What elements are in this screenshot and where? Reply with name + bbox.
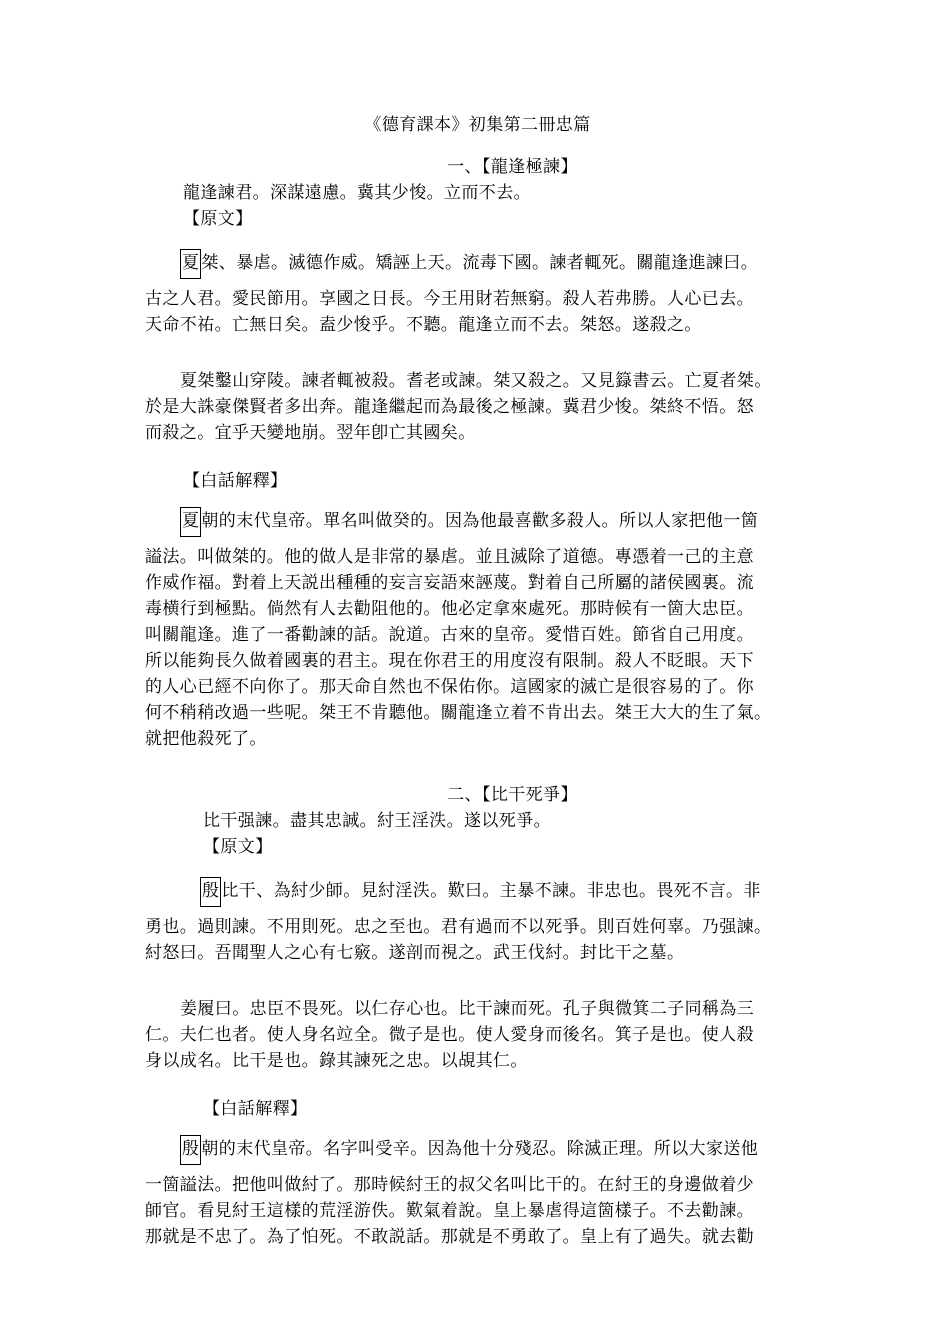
vernacular-line: 作威作福。對着上天説出種種的妄言妄語來誣蔑。對着自己所屬的諸侯國裏。流 xyxy=(145,573,754,593)
section-summary: 比干强諫。盡其忠誠。紂王淫泆。遂以死爭。 xyxy=(203,811,551,831)
original-first-line xyxy=(145,246,810,280)
original-line: 勇也。過則諫。不用則死。忠之至也。君有過而不以死爭。則百姓何辜。乃强諫。 xyxy=(145,917,772,937)
section-heading: 一、【龍逢極諫】 xyxy=(447,157,578,177)
document-page xyxy=(145,112,810,1250)
vernacular-line: 就把他殺死了。 xyxy=(145,729,267,749)
boxed-character: 夏 xyxy=(180,507,201,537)
vernacular-first-line xyxy=(145,1132,810,1166)
original-first-line xyxy=(145,874,810,908)
section-summary: 龍逢諫君。深謀遠慮。冀其少悛。立而不去。 xyxy=(183,183,531,203)
commentary-line: 姜履曰。忠臣不畏死。以仁存心也。比干諫而死。孔子與微箕二子同稱為三 xyxy=(180,999,755,1019)
vernacular-line: 朝的末代皇帝。名字叫受辛。因為他十分殘忍。除滅正理。所以大家送他 xyxy=(201,1139,759,1159)
original-line: 天命不祐。亡無日矣。盍少悛乎。不聽。龍逢立而不去。桀怒。遂殺之。 xyxy=(145,315,702,335)
vernacular-line: 謚法。叫做桀的。他的做人是非常的暴虐。並且滅除了道德。專憑着一己的主意 xyxy=(145,547,754,567)
vernacular-first-line xyxy=(145,504,810,538)
original-line: 紂怒曰。吾聞聖人之心有七竅。遂剖而視之。武王伐紂。封比干之墓。 xyxy=(145,943,685,963)
boxed-character: 殷 xyxy=(200,877,221,907)
vernacular-line: 一箇謚法。把他叫做紂了。那時候紂王的叔父名叫比干的。在紂王的身邊做着少 xyxy=(145,1175,754,1195)
vernacular-label: 【白話解釋】 xyxy=(203,1099,308,1119)
original-label: 【原文】 xyxy=(183,209,253,229)
original-line: 古之人君。愛民節用。享國之日長。今王用財若無窮。殺人若弗勝。人心已去。 xyxy=(145,289,754,309)
boxed-character: 殷 xyxy=(180,1135,201,1165)
vernacular-line: 叫關龍逢。進了一番勸諫的話。說道。古來的皇帝。愛惜百姓。節省自己用度。 xyxy=(145,625,754,645)
section-1 xyxy=(145,154,810,752)
commentary-line: 仁。夫仁也者。使人身名竝全。微子是也。使人愛身而後名。箕子是也。使人殺 xyxy=(145,1025,754,1045)
commentary-line: 身以成名。比干是也。錄其諫死之忠。以覘其仁。 xyxy=(145,1051,528,1071)
vernacular-line: 何不稍稍改過一些呢。桀王不肯聽他。關龍逢立着不肯出去。桀王大大的生了氣。 xyxy=(145,703,772,723)
original-line: 桀、暴虐。滅德作威。矯誣上天。流毒下國。諫者輒死。關龍逢進諫曰。 xyxy=(201,253,759,273)
vernacular-line: 朝的末代皇帝。單名叫做癸的。因為他最喜歡多殺人。所以人家把他一箇 xyxy=(201,511,759,531)
section-heading: 二、【比干死爭】 xyxy=(447,785,578,805)
section-2 xyxy=(145,782,810,1250)
document-title: 《德育課本》初集第二冊忠篇 xyxy=(364,115,591,135)
vernacular-line: 那就是不忠了。為了怕死。不敢説話。那就是不勇敢了。皇上有了過失。就去勸 xyxy=(145,1227,754,1247)
vernacular-line: 毒横行到極點。倘然有人去勸阻他的。他必定拿來處死。那時候有一箇大忠臣。 xyxy=(145,599,754,619)
vernacular-line: 所以能夠長久做着國裏的君主。現在你君王的用度沒有限制。殺人不眨眼。天下 xyxy=(145,651,754,671)
commentary-line: 而殺之。宜乎天變地崩。翌年卽亡其國矣。 xyxy=(145,423,476,443)
original-line: 比干、為紂少師。見紂淫泆。歎曰。主暴不諫。非忠也。畏死不言。非 xyxy=(221,881,761,901)
vernacular-line: 師官。看見紂王這樣的荒淫游佚。歎氣着說。皇上暴虐得這箇樣子。不去勸諫。 xyxy=(145,1201,754,1221)
commentary-line: 於是大誅豪傑賢者多出奔。龍逢繼起而為最後之極諫。冀君少悛。桀終不悟。怒 xyxy=(145,397,754,417)
vernacular-label: 【白話解釋】 xyxy=(183,471,288,491)
boxed-character: 夏 xyxy=(180,249,201,279)
original-label: 【原文】 xyxy=(203,837,273,857)
commentary-line: 夏桀鑿山穿陵。諫者輒被殺。耆老或諫。桀又殺之。又見籙書云。亡夏者桀。 xyxy=(180,371,772,391)
vernacular-line: 的人心已經不向你了。那天命自然也不保佑你。這國家的滅亡是很容易的了。你 xyxy=(145,677,754,697)
